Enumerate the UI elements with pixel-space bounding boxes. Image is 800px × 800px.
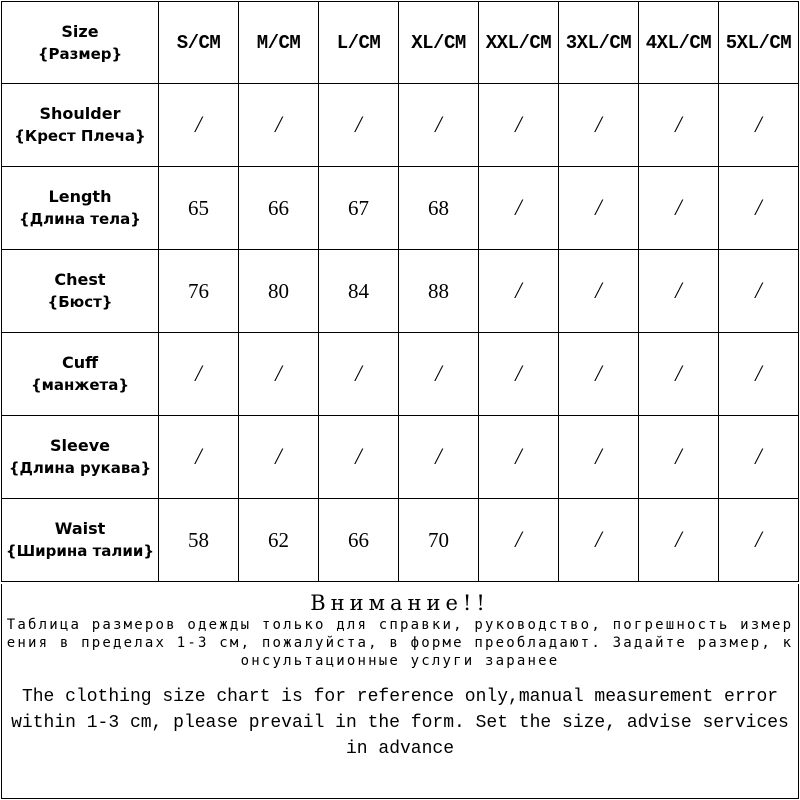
size-col-s: S/CM: [159, 2, 239, 84]
table-cell: /: [399, 333, 479, 416]
table-cell: /: [159, 333, 239, 416]
measurement-label-en: Cuff: [61, 353, 99, 372]
table-row: [2, 84, 799, 167]
table-cell: /: [239, 84, 319, 167]
size-col-m: M/CM: [239, 2, 319, 84]
measurement-label-ru: {манжета}: [30, 376, 130, 394]
notice-box: [1, 584, 799, 799]
size-col-4xl: 4XL/CM: [639, 2, 719, 84]
size-table: [1, 1, 799, 582]
table-cell: 84: [319, 250, 399, 333]
table-cell: /: [639, 333, 719, 416]
table-cell: /: [239, 416, 319, 499]
measurement-label-cell: [2, 333, 159, 416]
size-col-xl: XL/CM: [399, 2, 479, 84]
size-col-5xl: 5XL/CM: [719, 2, 799, 84]
table-cell: /: [399, 84, 479, 167]
table-cell: 58: [159, 499, 239, 582]
measurement-label-en: Chest: [54, 270, 106, 289]
notice-english-text: The clothing size chart is for reference only,manual measurement error within 1-3 cm, please prevail in the form. Set the size, advise services in advance: [11, 687, 789, 759]
size-col-l: L/CM: [319, 2, 399, 84]
table-cell: /: [399, 416, 479, 499]
table-cell: /: [479, 333, 559, 416]
table-cell: /: [559, 167, 639, 250]
measurement-label-ru: {Длина тела}: [19, 210, 141, 228]
table-cell: /: [319, 333, 399, 416]
measurement-label-cell: [2, 499, 159, 582]
measurement-label-cell: [2, 167, 159, 250]
size-col-xxl: XXL/CM: [479, 2, 559, 84]
table-cell: 66: [319, 499, 399, 582]
size-label-en: Size: [61, 21, 99, 41]
measurement-label-en: Sleeve: [50, 436, 110, 455]
table-cell: 67: [319, 167, 399, 250]
table-cell: 68: [399, 167, 479, 250]
table-cell: /: [479, 250, 559, 333]
table-cell: /: [559, 416, 639, 499]
table-cell: /: [559, 250, 639, 333]
table-cell: 66: [239, 167, 319, 250]
measurement-label-cell: [2, 84, 159, 167]
table-cell: 62: [239, 499, 319, 582]
table-cell: /: [639, 250, 719, 333]
table-row: [2, 333, 799, 416]
table-cell: 70: [399, 499, 479, 582]
table-row: [2, 499, 799, 582]
table-cell: /: [239, 333, 319, 416]
notice-russian-text: Таблица размеров одежды только для справки, руководство, погрешность измерения в пределах 1-3 см, пожалуйста, в форме преобладают. Задайте размер, консультационные услуги заранее: [6, 617, 794, 669]
table-cell: 88: [399, 250, 479, 333]
notice-title: Внимание!!: [310, 591, 490, 615]
table-cell: /: [719, 250, 799, 333]
size-label-ru: {Размер}: [37, 44, 123, 63]
table-cell: /: [719, 499, 799, 582]
table-row: [2, 167, 799, 250]
table-cell: /: [479, 167, 559, 250]
table-cell: /: [719, 333, 799, 416]
header-row: [2, 2, 799, 84]
table-cell: /: [479, 499, 559, 582]
table-row: [2, 250, 799, 333]
table-cell: /: [159, 84, 239, 167]
table-row: [2, 416, 799, 499]
measurement-label-cell: [2, 250, 159, 333]
table-cell: /: [639, 167, 719, 250]
table-cell: 76: [159, 250, 239, 333]
measurement-label-en: Shoulder: [39, 104, 121, 123]
table-cell: /: [479, 416, 559, 499]
measurement-label-ru: {Бюст}: [47, 293, 113, 311]
measurement-label-ru: {Ширина талии}: [5, 542, 155, 560]
table-cell: /: [559, 499, 639, 582]
table-cell: 80: [239, 250, 319, 333]
table-cell: /: [639, 499, 719, 582]
table-cell: /: [639, 84, 719, 167]
table-body: [2, 84, 799, 582]
table-cell: 65: [159, 167, 239, 250]
table-cell: /: [719, 167, 799, 250]
measurement-label-ru: {Длина рукава}: [8, 459, 152, 477]
measurement-label-en: Length: [48, 187, 112, 206]
table-cell: /: [719, 84, 799, 167]
table-cell: /: [319, 416, 399, 499]
table-cell: /: [479, 84, 559, 167]
table-cell: /: [559, 84, 639, 167]
measurement-label-ru: {Крест Плеча}: [14, 127, 146, 145]
measurement-label-en: Waist: [54, 519, 106, 538]
table-cell: /: [639, 416, 719, 499]
table-cell: /: [159, 416, 239, 499]
size-col-3xl: 3XL/CM: [559, 2, 639, 84]
size-header-cell: [2, 2, 159, 84]
table-cell: /: [319, 84, 399, 167]
table-cell: /: [719, 416, 799, 499]
measurement-label-cell: [2, 416, 159, 499]
table-cell: /: [559, 333, 639, 416]
